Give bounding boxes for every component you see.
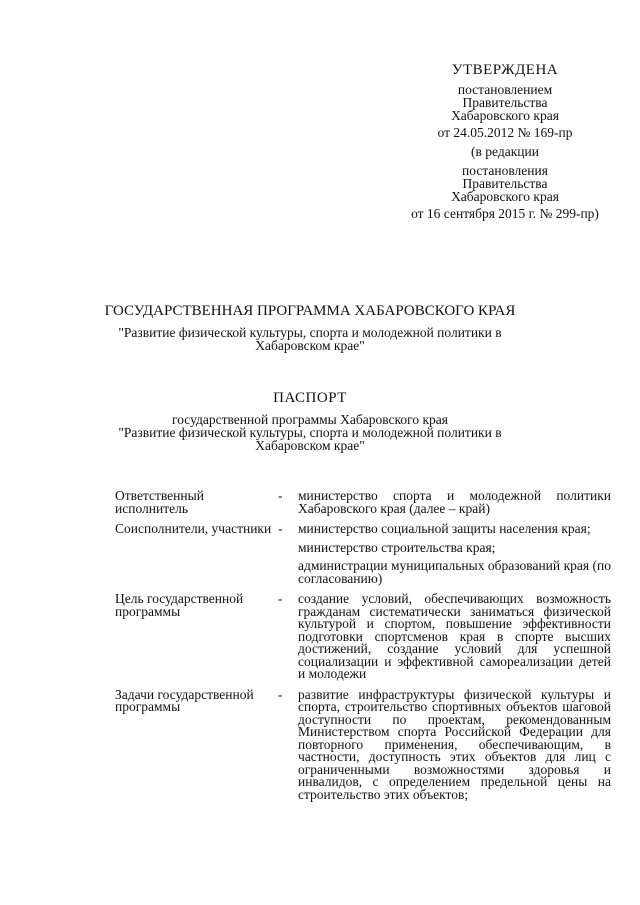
row-value: министерство спорта и молодежной политики Хабаровского края (далее – край) <box>298 488 611 516</box>
approval-line: постановлением <box>457 82 553 97</box>
passport-table <box>115 490 611 809</box>
row-label: Цель государственной программы <box>115 591 244 619</box>
row-value: министерство строительства края; <box>298 539 496 555</box>
passport-block <box>80 392 540 452</box>
approval-line: Хабаровского края <box>451 108 559 123</box>
row-dash: - <box>278 521 283 536</box>
passport-title: ПАСПОРТ <box>273 390 347 406</box>
approval-stamp <box>400 64 610 220</box>
revision-line: Хабаровского края <box>451 189 559 204</box>
row-value: министерство социальной защиты населения края; <box>298 521 591 536</box>
program-title-block <box>80 305 540 352</box>
revision-line: постановления <box>462 163 548 178</box>
program-name: "Развитие физической культуры, спорта и молодежной политики в Хабаровском крае" <box>118 325 502 353</box>
row-dash: - <box>278 686 283 702</box>
row-label: Задачи государственной программы <box>115 686 254 714</box>
approval-line: Правительства <box>462 95 548 110</box>
row-value: администрации муниципальных образований края (по согласованию) <box>298 558 611 586</box>
row-label: Ответственный исполнитель <box>115 488 204 516</box>
row-dash: - <box>278 488 283 503</box>
approval-date: от 24.05.2012 № 169-пр <box>437 125 573 140</box>
passport-name: "Развитие физической культуры, спорта и молодежной политики в Хабаровском крае" <box>118 425 502 453</box>
program-title: ГОСУДАРСТВЕННАЯ ПРОГРАММА ХАБАРОВСКОГО КРАЯ <box>104 303 516 319</box>
table-row <box>115 490 611 515</box>
passport-subtitle: государственной программы Хабаровского края <box>172 412 448 427</box>
table-row <box>115 523 611 585</box>
approval-heading: УТВЕРЖДЕНА <box>451 62 559 78</box>
table-row <box>115 686 611 802</box>
row-dash: - <box>278 591 283 606</box>
table-row <box>115 593 611 681</box>
row-value: создание условий, обеспечивающих возможность гражданам систематически заниматься физической культурой и спортом, повышение эффективности подготовки спортсменов края в спорте высших достижений, создание условий для успешной социализации и эффективной самореализации детей и молодежи <box>298 591 611 681</box>
revision-date: от 16 сентября 2015 г. № 299-пр) <box>411 206 599 221</box>
row-label: Соисполнители, участники <box>115 521 272 536</box>
row-value: развитие инфраструктуры физической культуры и спорта, строительство спортивных объектов шаговой доступности по проектам, рекомендованным Министерством спорта Российской Федерации для повторного применения, обеспечивающим, в частности, доступность этих объектов для лиц с ограниченными возможностями здоровья и инвалидов, с определением предельной цены на строительство этих объектов; <box>298 686 611 802</box>
revision-line: Правительства <box>462 176 548 191</box>
revision-line: (в редакции <box>471 144 539 159</box>
